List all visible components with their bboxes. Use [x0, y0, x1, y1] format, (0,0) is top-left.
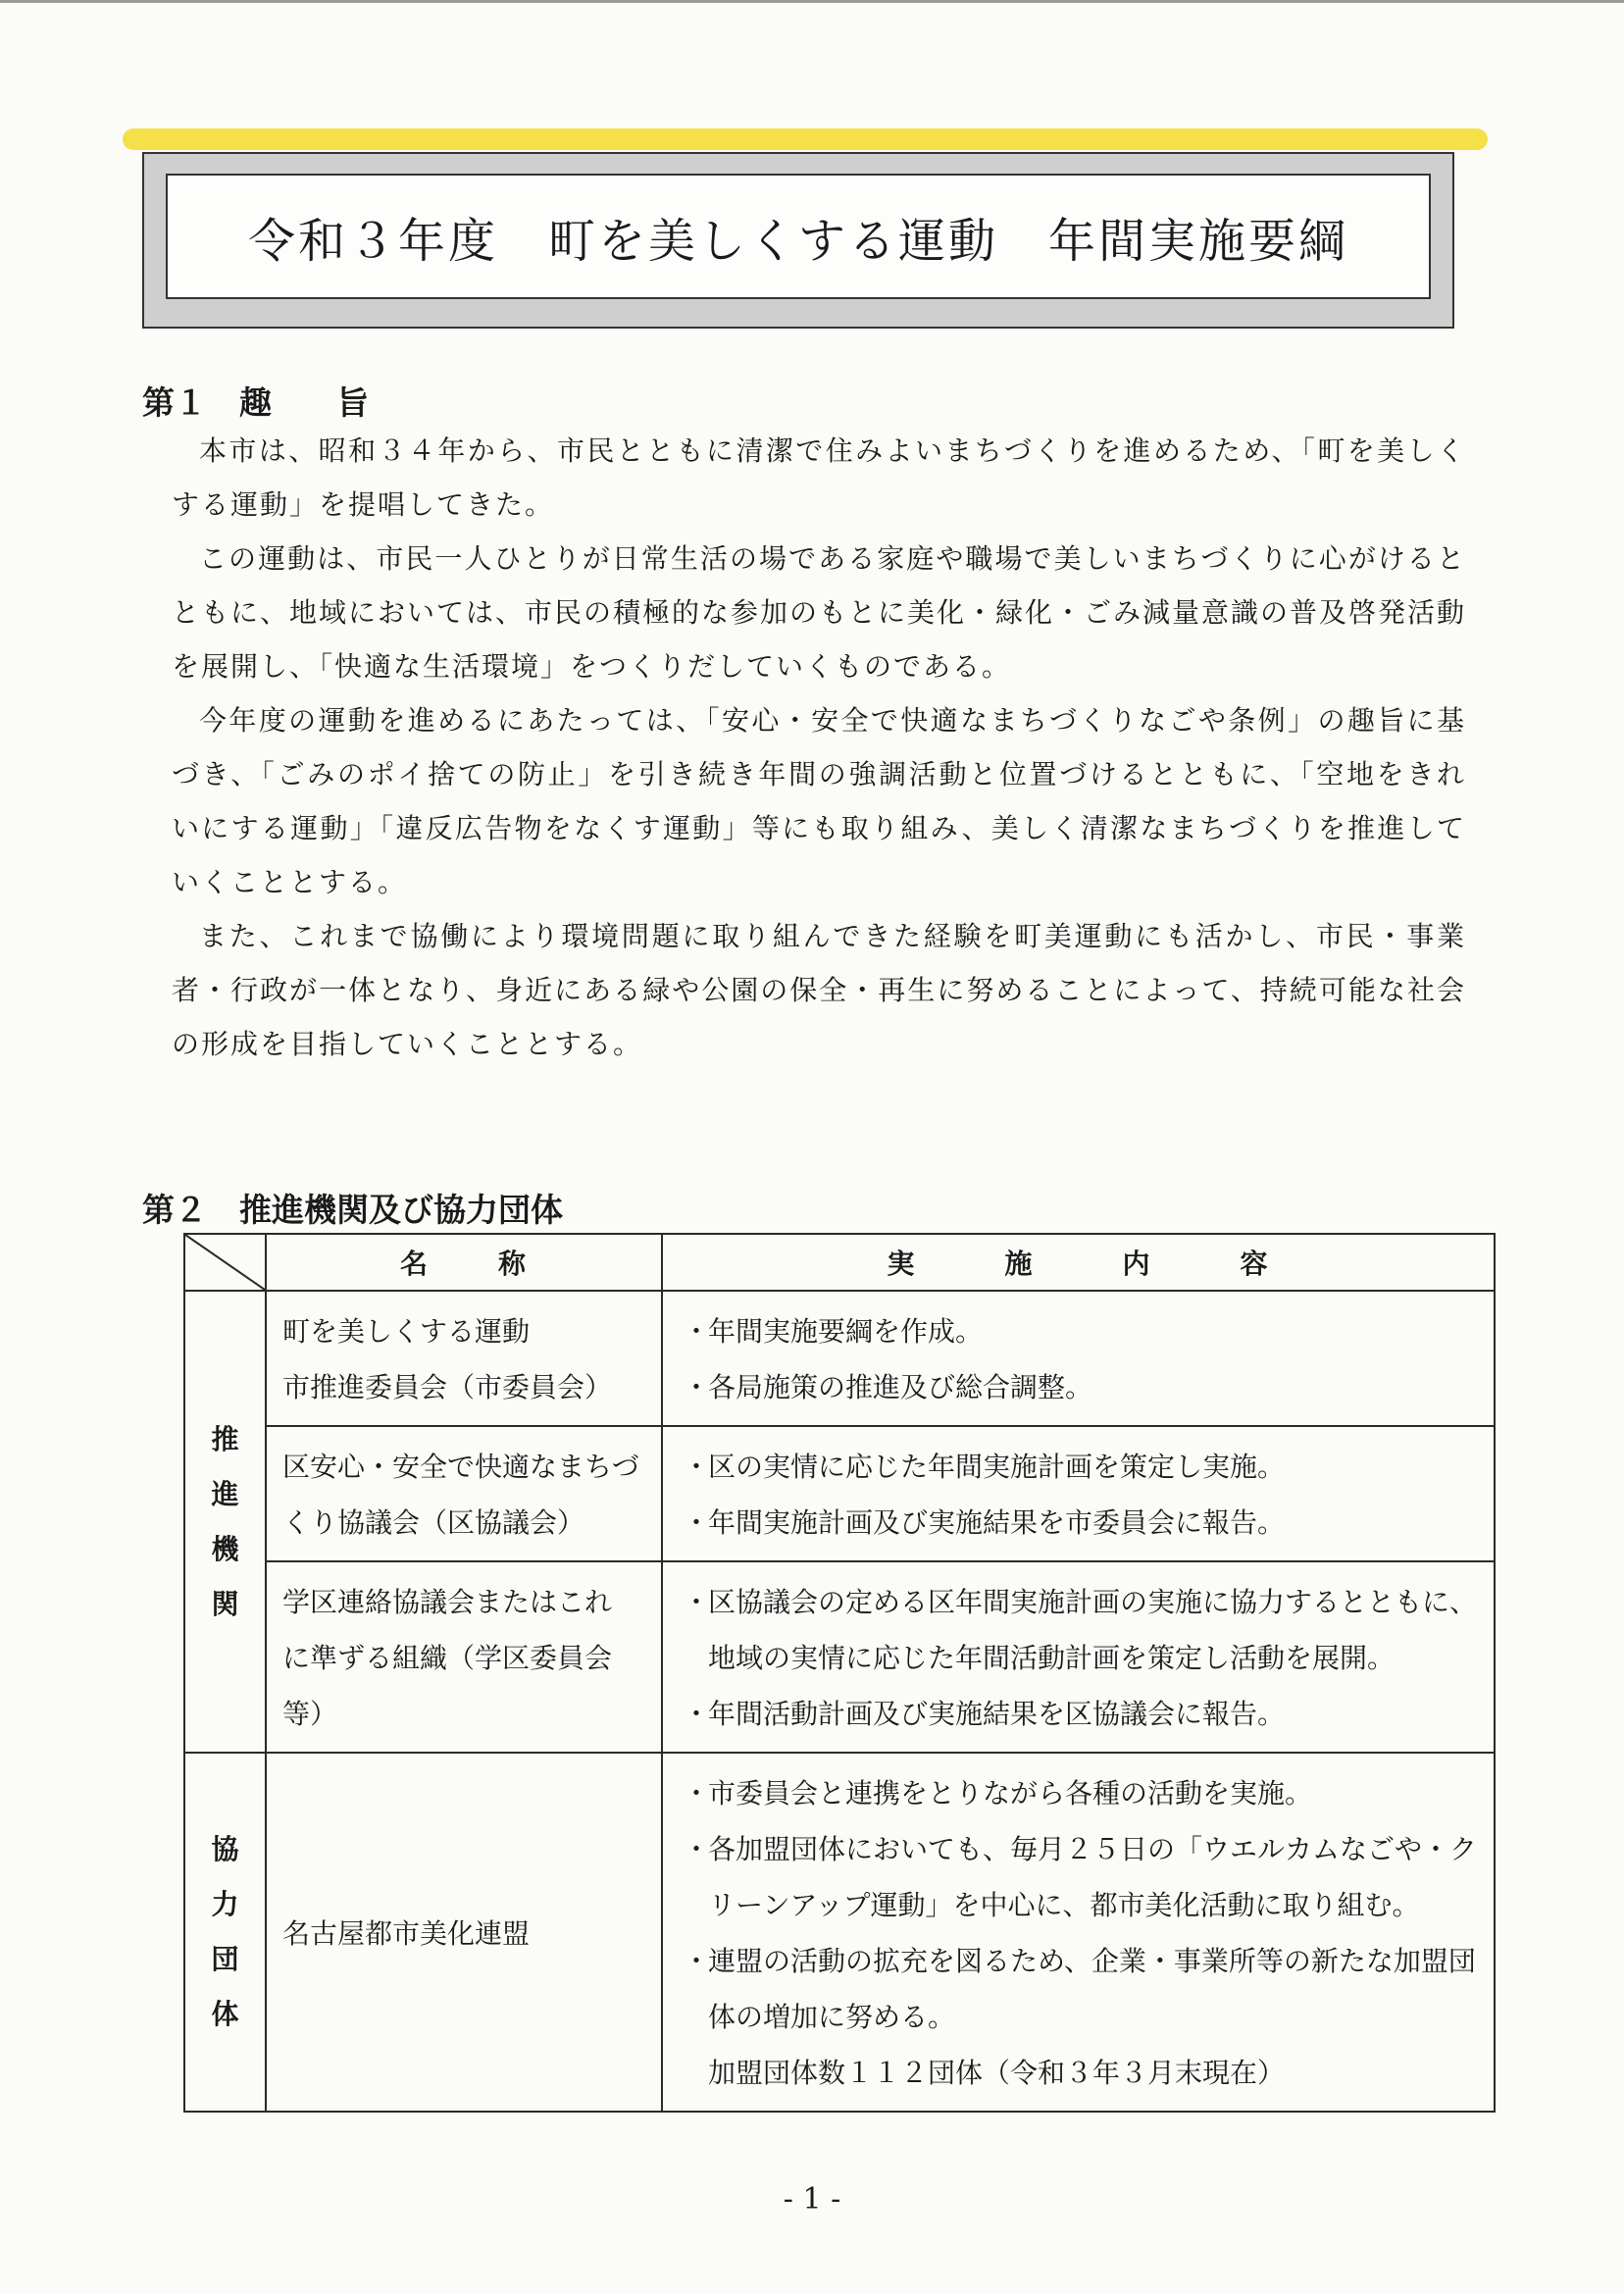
item-text: 市委員会と連携をとりながら各種の活動を実施。	[708, 1777, 1313, 1810]
title-frame	[142, 152, 1454, 329]
org-name-cell	[266, 1753, 662, 2112]
org-name-line: 名古屋都市美化連盟	[282, 1916, 531, 1950]
bullet: ・	[683, 1698, 711, 1730]
group-label-char: 機	[211, 1532, 239, 1565]
org-name-line: 町を美しくする運動	[282, 1315, 531, 1348]
table-header-row	[184, 1234, 1495, 1291]
content-cell	[662, 1561, 1495, 1753]
list-item	[683, 1359, 1482, 1415]
list-item	[683, 1303, 1482, 1359]
group-label-char: 力	[211, 1888, 239, 1920]
header-content-char: 実	[887, 1248, 917, 1280]
section1-paragraph-2: この運動は、市民一人ひとりが日常生活の場である家庭や職場で美しいまちづくりに心がけるとともに、地域においては、市民の積極的な参加のもとに美化・緑化・ごみ減量意識の普及啓発活動を展開し、「快適な生活環境」をつくりだしていくものである。	[172, 542, 1467, 683]
org-name-cell	[266, 1426, 662, 1561]
content-cell	[662, 1426, 1495, 1561]
group-label-char: 進	[211, 1477, 239, 1510]
item-text: 年間活動計画及び実施結果を区協議会に報告。	[708, 1698, 1286, 1730]
bullet: ・	[683, 1506, 711, 1539]
section1-heading: 第１ 趣 旨	[142, 383, 369, 422]
section1-paragraph-4: また、これまで協働により環境問題に取り組んできた経験を町美運動にも活かし、市民・事業者・行政が一体となり、身近にある緑や公園の保全・再生に努めることによって、持続可能な社会の形成を目指していくこととする。	[172, 920, 1466, 1060]
item-text: 各局施策の推進及び総合調整。	[708, 1371, 1093, 1403]
organization-table	[183, 1233, 1496, 2113]
org-name-line: 学区連絡協議会またはこれ	[282, 1586, 613, 1618]
header-content-char: 施	[1004, 1248, 1035, 1280]
header-name-char: 名	[399, 1248, 430, 1280]
header-content-char: 内	[1122, 1248, 1152, 1280]
group-label-char: 推	[211, 1422, 239, 1455]
org-name-line: 等）	[282, 1698, 338, 1730]
header-name-char: 称	[498, 1248, 529, 1280]
table-row	[184, 1753, 1495, 2112]
item-text: 各加盟団体においても、毎月２５日の「ウエルカムなごや・クリーンアップ運動」を中心に、都市美化活動に取り組む。	[708, 1833, 1478, 1921]
page-number: - 1 -	[783, 2182, 841, 2217]
section1-paragraph-3: 今年度の運動を進めるにあたっては、「安心・安全で快適なまちづくりなごや条例」の趣旨に基づき、「ごみのポイ捨ての防止」を引き続き年間の強調活動と位置づけるとともに、「空地をきれいにする運動」「違反広告物をなくす運動」等にも取り組み、美しく清潔なまちづくりを推進していくこととする。	[172, 704, 1466, 898]
org-name-cell	[266, 1561, 662, 1753]
header-name-cell	[266, 1234, 662, 1291]
item-text: 連盟の活動の拡充を図るため、企業・事業所等の新たな加盟団体の増加に努める。	[708, 1945, 1476, 2033]
org-name-line: 市推進委員会（市委員会）	[282, 1371, 613, 1403]
bullet: ・	[683, 1371, 711, 1403]
header-content-cell	[662, 1234, 1495, 1291]
org-name-line: くり協議会（区協議会）	[282, 1506, 585, 1539]
scan-top-edge	[0, 0, 1624, 3]
list-item	[683, 1765, 1482, 1821]
org-name-line: 区安心・安全で快適なまちづ	[282, 1451, 639, 1483]
table-row	[184, 1561, 1495, 1753]
item-text: 区協議会の定める区年間実施計画の実施に協力するとともに、地域の実情に応じた年間活動計画を策定し活動を展開。	[708, 1586, 1478, 1674]
title-panel	[166, 174, 1431, 299]
table-row	[184, 1291, 1495, 1426]
org-name-line: に準ずる組織（学区委員会	[282, 1642, 613, 1674]
group-label-char: 協	[211, 1833, 239, 1865]
org-name-cell	[266, 1291, 662, 1426]
highlighter-mark	[123, 128, 1488, 150]
bullet: ・	[683, 1833, 711, 1865]
item-text: 年間実施要綱を作成。	[708, 1315, 984, 1348]
header-corner-cell	[184, 1234, 266, 1291]
item-text: 年間実施計画及び実施結果を市委員会に報告。	[708, 1506, 1286, 1539]
section1-paragraph-1: 本市は、昭和３４年から、市民とともに清潔で住みよいまちづくりを進めるため、「町を美しくする運動」を提唱してきた。	[172, 434, 1466, 521]
list-item	[683, 1821, 1482, 1933]
group-label-char: 関	[211, 1587, 239, 1620]
section2-heading: 第２ 推進機関及び協力団体	[142, 1191, 563, 1229]
group-label-char: 体	[211, 1998, 239, 2030]
bullet: ・	[683, 1586, 711, 1618]
list-item	[683, 1574, 1482, 1686]
bullet: ・	[683, 1315, 711, 1348]
header-content-char: 容	[1240, 1248, 1270, 1280]
group-label-char: 団	[211, 1943, 239, 1975]
bullet: ・	[683, 1451, 711, 1483]
group-label-promotion	[184, 1291, 266, 1753]
diagonal-line	[185, 1235, 265, 1290]
bullet: ・	[683, 1945, 711, 1977]
table-row	[184, 1426, 1495, 1561]
item-text: 区の実情に応じた年間実施計画を策定し実施。	[708, 1451, 1286, 1483]
content-cell	[662, 1753, 1495, 2112]
member-count-note: 加盟団体数１１２団体（令和３年３月末現在）	[708, 2057, 1286, 2089]
list-item	[683, 1439, 1482, 1495]
list-item	[683, 1686, 1482, 1742]
content-cell	[662, 1291, 1495, 1426]
bullet: ・	[683, 1777, 711, 1810]
document-title: 令和３年度 町を美しくする運動 年間実施要綱	[247, 213, 1348, 269]
list-item	[683, 1495, 1482, 1551]
group-label-cooperation	[184, 1753, 266, 2112]
list-item	[683, 1933, 1482, 2045]
